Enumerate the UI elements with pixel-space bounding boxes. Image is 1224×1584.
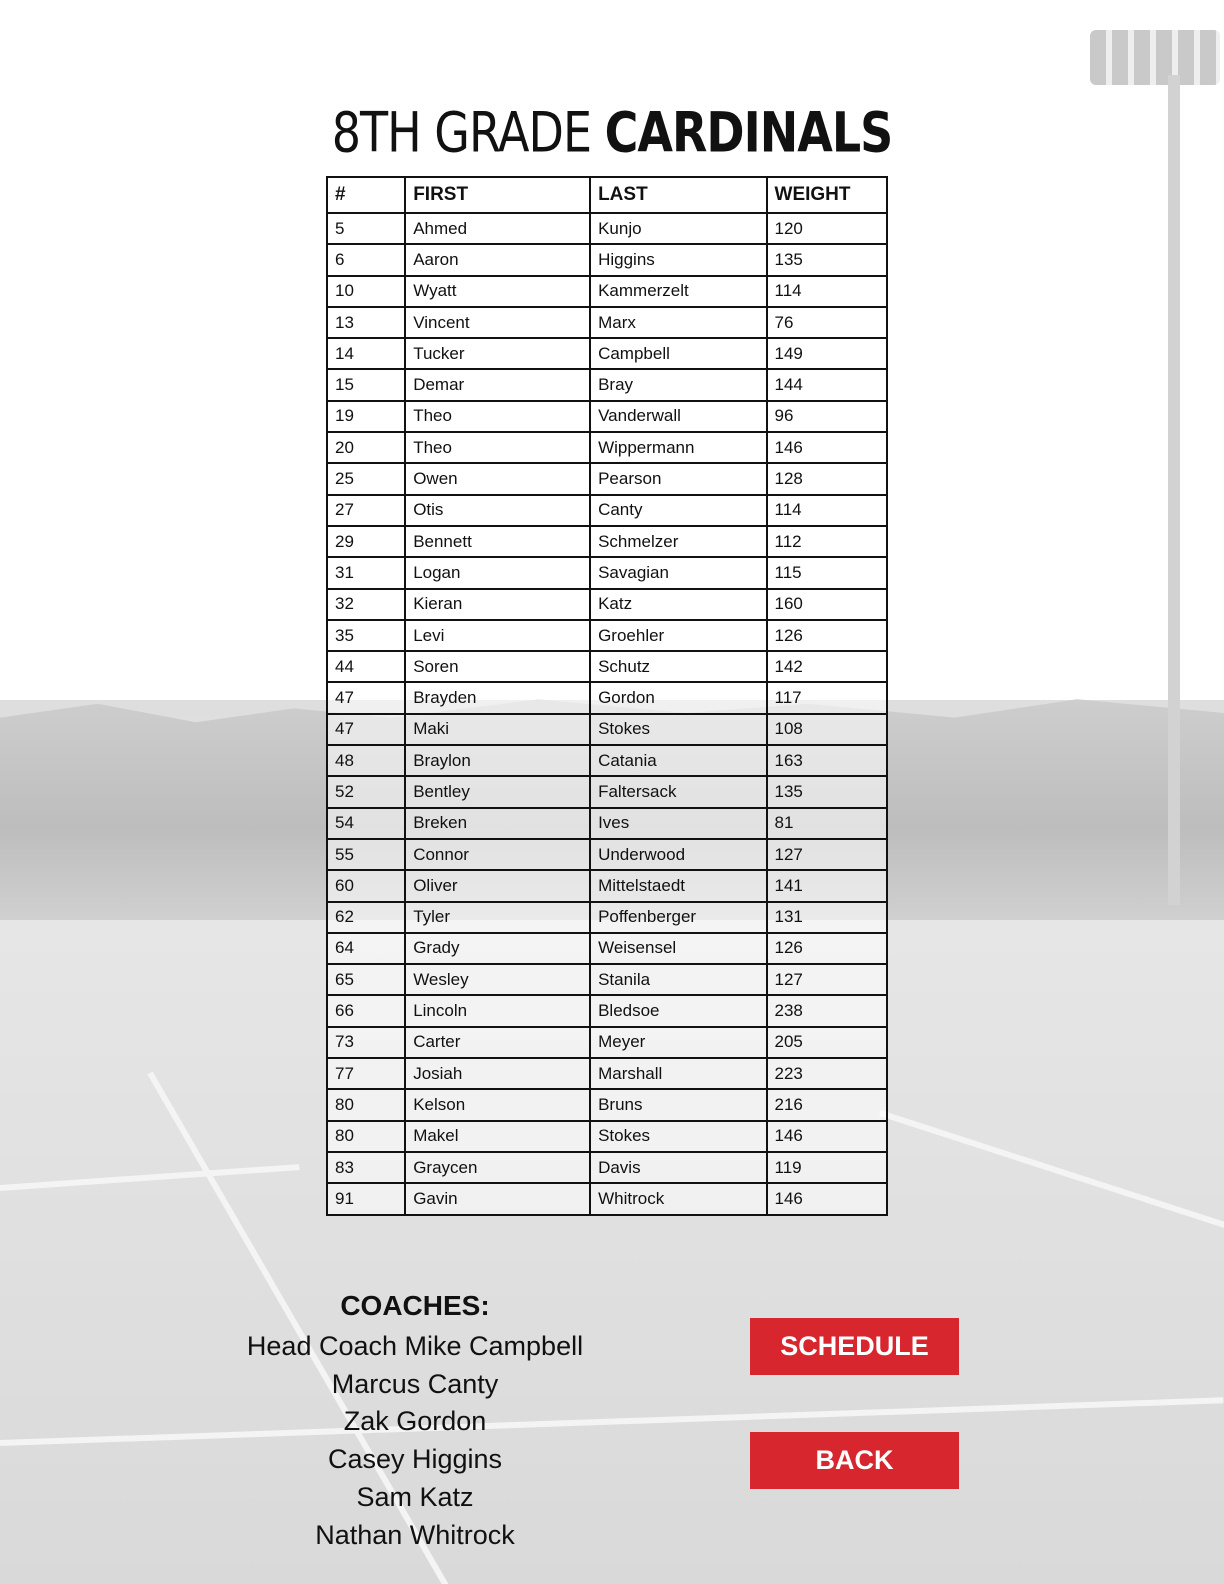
- table-header-row: [327, 177, 887, 213]
- cell-first-name: Logan: [405, 557, 590, 588]
- cell-first-name: Maki: [405, 714, 590, 745]
- cell-weight: 108: [767, 714, 887, 745]
- cell-number: 64: [327, 933, 405, 964]
- cell-weight: 96: [767, 401, 887, 432]
- cell-weight: 126: [767, 620, 887, 651]
- title-team-name: CARDINALS: [604, 100, 893, 165]
- cell-number: 80: [327, 1089, 405, 1120]
- cell-number: 15: [327, 369, 405, 400]
- table-row: [327, 1089, 887, 1120]
- cell-first-name: Ahmed: [405, 213, 590, 244]
- cell-first-name: Soren: [405, 651, 590, 682]
- cell-first-name: Oliver: [405, 870, 590, 901]
- cell-weight: 119: [767, 1152, 887, 1183]
- cell-number: 47: [327, 714, 405, 745]
- table-row: [327, 276, 887, 307]
- cell-number: 83: [327, 1152, 405, 1183]
- table-row: [327, 808, 887, 839]
- table-row: [327, 745, 887, 776]
- cell-last-name: Kunjo: [590, 213, 766, 244]
- table-row: [327, 307, 887, 338]
- cell-weight: 120: [767, 213, 887, 244]
- cell-weight: 126: [767, 933, 887, 964]
- cell-number: 54: [327, 808, 405, 839]
- page-title: [0, 100, 1224, 165]
- cell-number: 19: [327, 401, 405, 432]
- cell-weight: 128: [767, 463, 887, 494]
- table-row: [327, 244, 887, 275]
- table-row: [327, 964, 887, 995]
- cell-last-name: Marshall: [590, 1058, 766, 1089]
- cell-first-name: Makel: [405, 1121, 590, 1152]
- cell-weight: 205: [767, 1027, 887, 1058]
- cell-last-name: Bruns: [590, 1089, 766, 1120]
- cell-first-name: Aaron: [405, 244, 590, 275]
- column-header-last: LAST: [590, 177, 766, 213]
- cell-number: 20: [327, 432, 405, 463]
- cell-number: 52: [327, 776, 405, 807]
- cell-last-name: Marx: [590, 307, 766, 338]
- cell-last-name: Underwood: [590, 839, 766, 870]
- table-row: [327, 369, 887, 400]
- cell-first-name: Grady: [405, 933, 590, 964]
- coaches-section: [215, 1290, 615, 1554]
- cell-last-name: Catania: [590, 745, 766, 776]
- cell-number: 47: [327, 682, 405, 713]
- table-row: [327, 995, 887, 1026]
- table-row: [327, 1183, 887, 1214]
- cell-weight: 238: [767, 995, 887, 1026]
- table-row: [327, 933, 887, 964]
- cell-weight: 135: [767, 244, 887, 275]
- cell-first-name: Levi: [405, 620, 590, 651]
- cell-number: 44: [327, 651, 405, 682]
- cell-last-name: Davis: [590, 1152, 766, 1183]
- cell-number: 35: [327, 620, 405, 651]
- cell-first-name: Breken: [405, 808, 590, 839]
- cell-weight: 115: [767, 557, 887, 588]
- cell-number: 13: [327, 307, 405, 338]
- cell-last-name: Whitrock: [590, 1183, 766, 1214]
- table-row: [327, 463, 887, 494]
- cell-weight: 114: [767, 276, 887, 307]
- cell-first-name: Kelson: [405, 1089, 590, 1120]
- table-row: [327, 401, 887, 432]
- cell-weight: 141: [767, 870, 887, 901]
- cell-last-name: Ives: [590, 808, 766, 839]
- table-row: [327, 557, 887, 588]
- cell-weight: 149: [767, 338, 887, 369]
- cell-first-name: Wyatt: [405, 276, 590, 307]
- cell-last-name: Faltersack: [590, 776, 766, 807]
- cell-first-name: Bentley: [405, 776, 590, 807]
- cell-last-name: Bray: [590, 369, 766, 400]
- cell-last-name: Pearson: [590, 463, 766, 494]
- title-prefix: 8TH GRADE: [331, 100, 592, 165]
- coaches-heading: COACHES:: [340, 1290, 490, 1321]
- cell-weight: 81: [767, 808, 887, 839]
- cell-number: 5: [327, 213, 405, 244]
- table-row: [327, 495, 887, 526]
- coach-name: Head Coach Mike Campbell: [246, 1331, 584, 1361]
- coaches-heading-text: COACHES: [340, 1290, 481, 1321]
- cell-last-name: Savagian: [590, 557, 766, 588]
- cell-number: 80: [327, 1121, 405, 1152]
- schedule-button[interactable]: SCHEDULE: [750, 1318, 959, 1375]
- cell-number: 65: [327, 964, 405, 995]
- cell-number: 77: [327, 1058, 405, 1089]
- column-header-weight: WEIGHT: [767, 177, 887, 213]
- cell-last-name: Gordon: [590, 682, 766, 713]
- cell-last-name: Stokes: [590, 714, 766, 745]
- cell-first-name: Vincent: [405, 307, 590, 338]
- cell-weight: 76: [767, 307, 887, 338]
- table-row: [327, 1027, 887, 1058]
- table-row: [327, 902, 887, 933]
- cell-weight: 160: [767, 589, 887, 620]
- table-row: [327, 213, 887, 244]
- cell-first-name: Gavin: [405, 1183, 590, 1214]
- coach-name: Nathan Whitrock: [315, 1519, 515, 1550]
- cell-last-name: Schutz: [590, 651, 766, 682]
- cell-first-name: Kieran: [405, 589, 590, 620]
- cell-first-name: Theo: [405, 401, 590, 432]
- light-tower-lamps: [1090, 30, 1220, 85]
- cell-weight: 131: [767, 902, 887, 933]
- table-row: [327, 651, 887, 682]
- cell-number: 14: [327, 338, 405, 369]
- table-row: [327, 1058, 887, 1089]
- coach-name: Sam Katz: [356, 1481, 474, 1512]
- cell-first-name: Connor: [405, 839, 590, 870]
- table-row: [327, 1121, 887, 1152]
- cell-last-name: Bledsoe: [590, 995, 766, 1026]
- cell-weight: 127: [767, 964, 887, 995]
- cell-first-name: Owen: [405, 463, 590, 494]
- table-row: [327, 776, 887, 807]
- column-header-first: FIRST: [405, 177, 590, 213]
- cell-last-name: Katz: [590, 589, 766, 620]
- cell-last-name: Schmelzer: [590, 526, 766, 557]
- light-tower-pole: [1168, 75, 1180, 905]
- cell-last-name: Weisensel: [590, 933, 766, 964]
- cell-weight: 127: [767, 839, 887, 870]
- cell-weight: 146: [767, 1183, 887, 1214]
- cell-last-name: Higgins: [590, 244, 766, 275]
- cell-first-name: Wesley: [405, 964, 590, 995]
- cell-last-name: Mittelstaedt: [590, 870, 766, 901]
- cell-weight: 146: [767, 432, 887, 463]
- table-row: [327, 682, 887, 713]
- coach-name: Casey Higgins: [327, 1444, 503, 1475]
- cell-first-name: Bennett: [405, 526, 590, 557]
- cell-number: 10: [327, 276, 405, 307]
- cell-number: 27: [327, 495, 405, 526]
- back-button[interactable]: BACK: [750, 1432, 959, 1489]
- table-row: [327, 1152, 887, 1183]
- table-row: [327, 589, 887, 620]
- cell-first-name: Tyler: [405, 902, 590, 933]
- table-row: [327, 714, 887, 745]
- column-header-number: #: [327, 177, 405, 213]
- cell-weight: 146: [767, 1121, 887, 1152]
- roster-table: [326, 176, 888, 1216]
- cell-number: 91: [327, 1183, 405, 1214]
- cell-number: 6: [327, 244, 405, 275]
- cell-last-name: Canty: [590, 495, 766, 526]
- cell-last-name: Kammerzelt: [590, 276, 766, 307]
- table-row: [327, 526, 887, 557]
- cell-first-name: Brayden: [405, 682, 590, 713]
- coach-name: Marcus Canty: [331, 1368, 499, 1399]
- cell-number: 66: [327, 995, 405, 1026]
- cell-last-name: Poffenberger: [590, 902, 766, 933]
- table-row: [327, 839, 887, 870]
- cell-weight: 112: [767, 526, 887, 557]
- cell-weight: 135: [767, 776, 887, 807]
- coach-name: Zak Gordon: [343, 1406, 487, 1437]
- cell-first-name: Demar: [405, 369, 590, 400]
- cell-weight: 144: [767, 369, 887, 400]
- cell-first-name: Otis: [405, 495, 590, 526]
- cell-last-name: Groehler: [590, 620, 766, 651]
- cell-first-name: Braylon: [405, 745, 590, 776]
- cell-first-name: Josiah: [405, 1058, 590, 1089]
- cell-first-name: Tucker: [405, 338, 590, 369]
- cell-weight: 117: [767, 682, 887, 713]
- cell-weight: 163: [767, 745, 887, 776]
- cell-weight: 216: [767, 1089, 887, 1120]
- cell-last-name: Campbell: [590, 338, 766, 369]
- cell-number: 48: [327, 745, 405, 776]
- cell-weight: 142: [767, 651, 887, 682]
- cell-number: 73: [327, 1027, 405, 1058]
- cell-weight: 114: [767, 495, 887, 526]
- cell-number: 25: [327, 463, 405, 494]
- cell-first-name: Graycen: [405, 1152, 590, 1183]
- cell-number: 29: [327, 526, 405, 557]
- cell-first-name: Theo: [405, 432, 590, 463]
- table-row: [327, 432, 887, 463]
- table-row: [327, 870, 887, 901]
- cell-first-name: Lincoln: [405, 995, 590, 1026]
- cell-first-name: Carter: [405, 1027, 590, 1058]
- cell-number: 55: [327, 839, 405, 870]
- cell-last-name: Meyer: [590, 1027, 766, 1058]
- cell-weight: 223: [767, 1058, 887, 1089]
- roster-table-body: [327, 213, 887, 1215]
- table-row: [327, 338, 887, 369]
- cell-number: 32: [327, 589, 405, 620]
- cell-last-name: Vanderwall: [590, 401, 766, 432]
- cell-number: 60: [327, 870, 405, 901]
- cell-last-name: Stokes: [590, 1121, 766, 1152]
- cell-last-name: Wippermann: [590, 432, 766, 463]
- cell-last-name: Stanila: [590, 964, 766, 995]
- cell-number: 62: [327, 902, 405, 933]
- coaches-list: [215, 1328, 615, 1554]
- cell-number: 31: [327, 557, 405, 588]
- table-row: [327, 620, 887, 651]
